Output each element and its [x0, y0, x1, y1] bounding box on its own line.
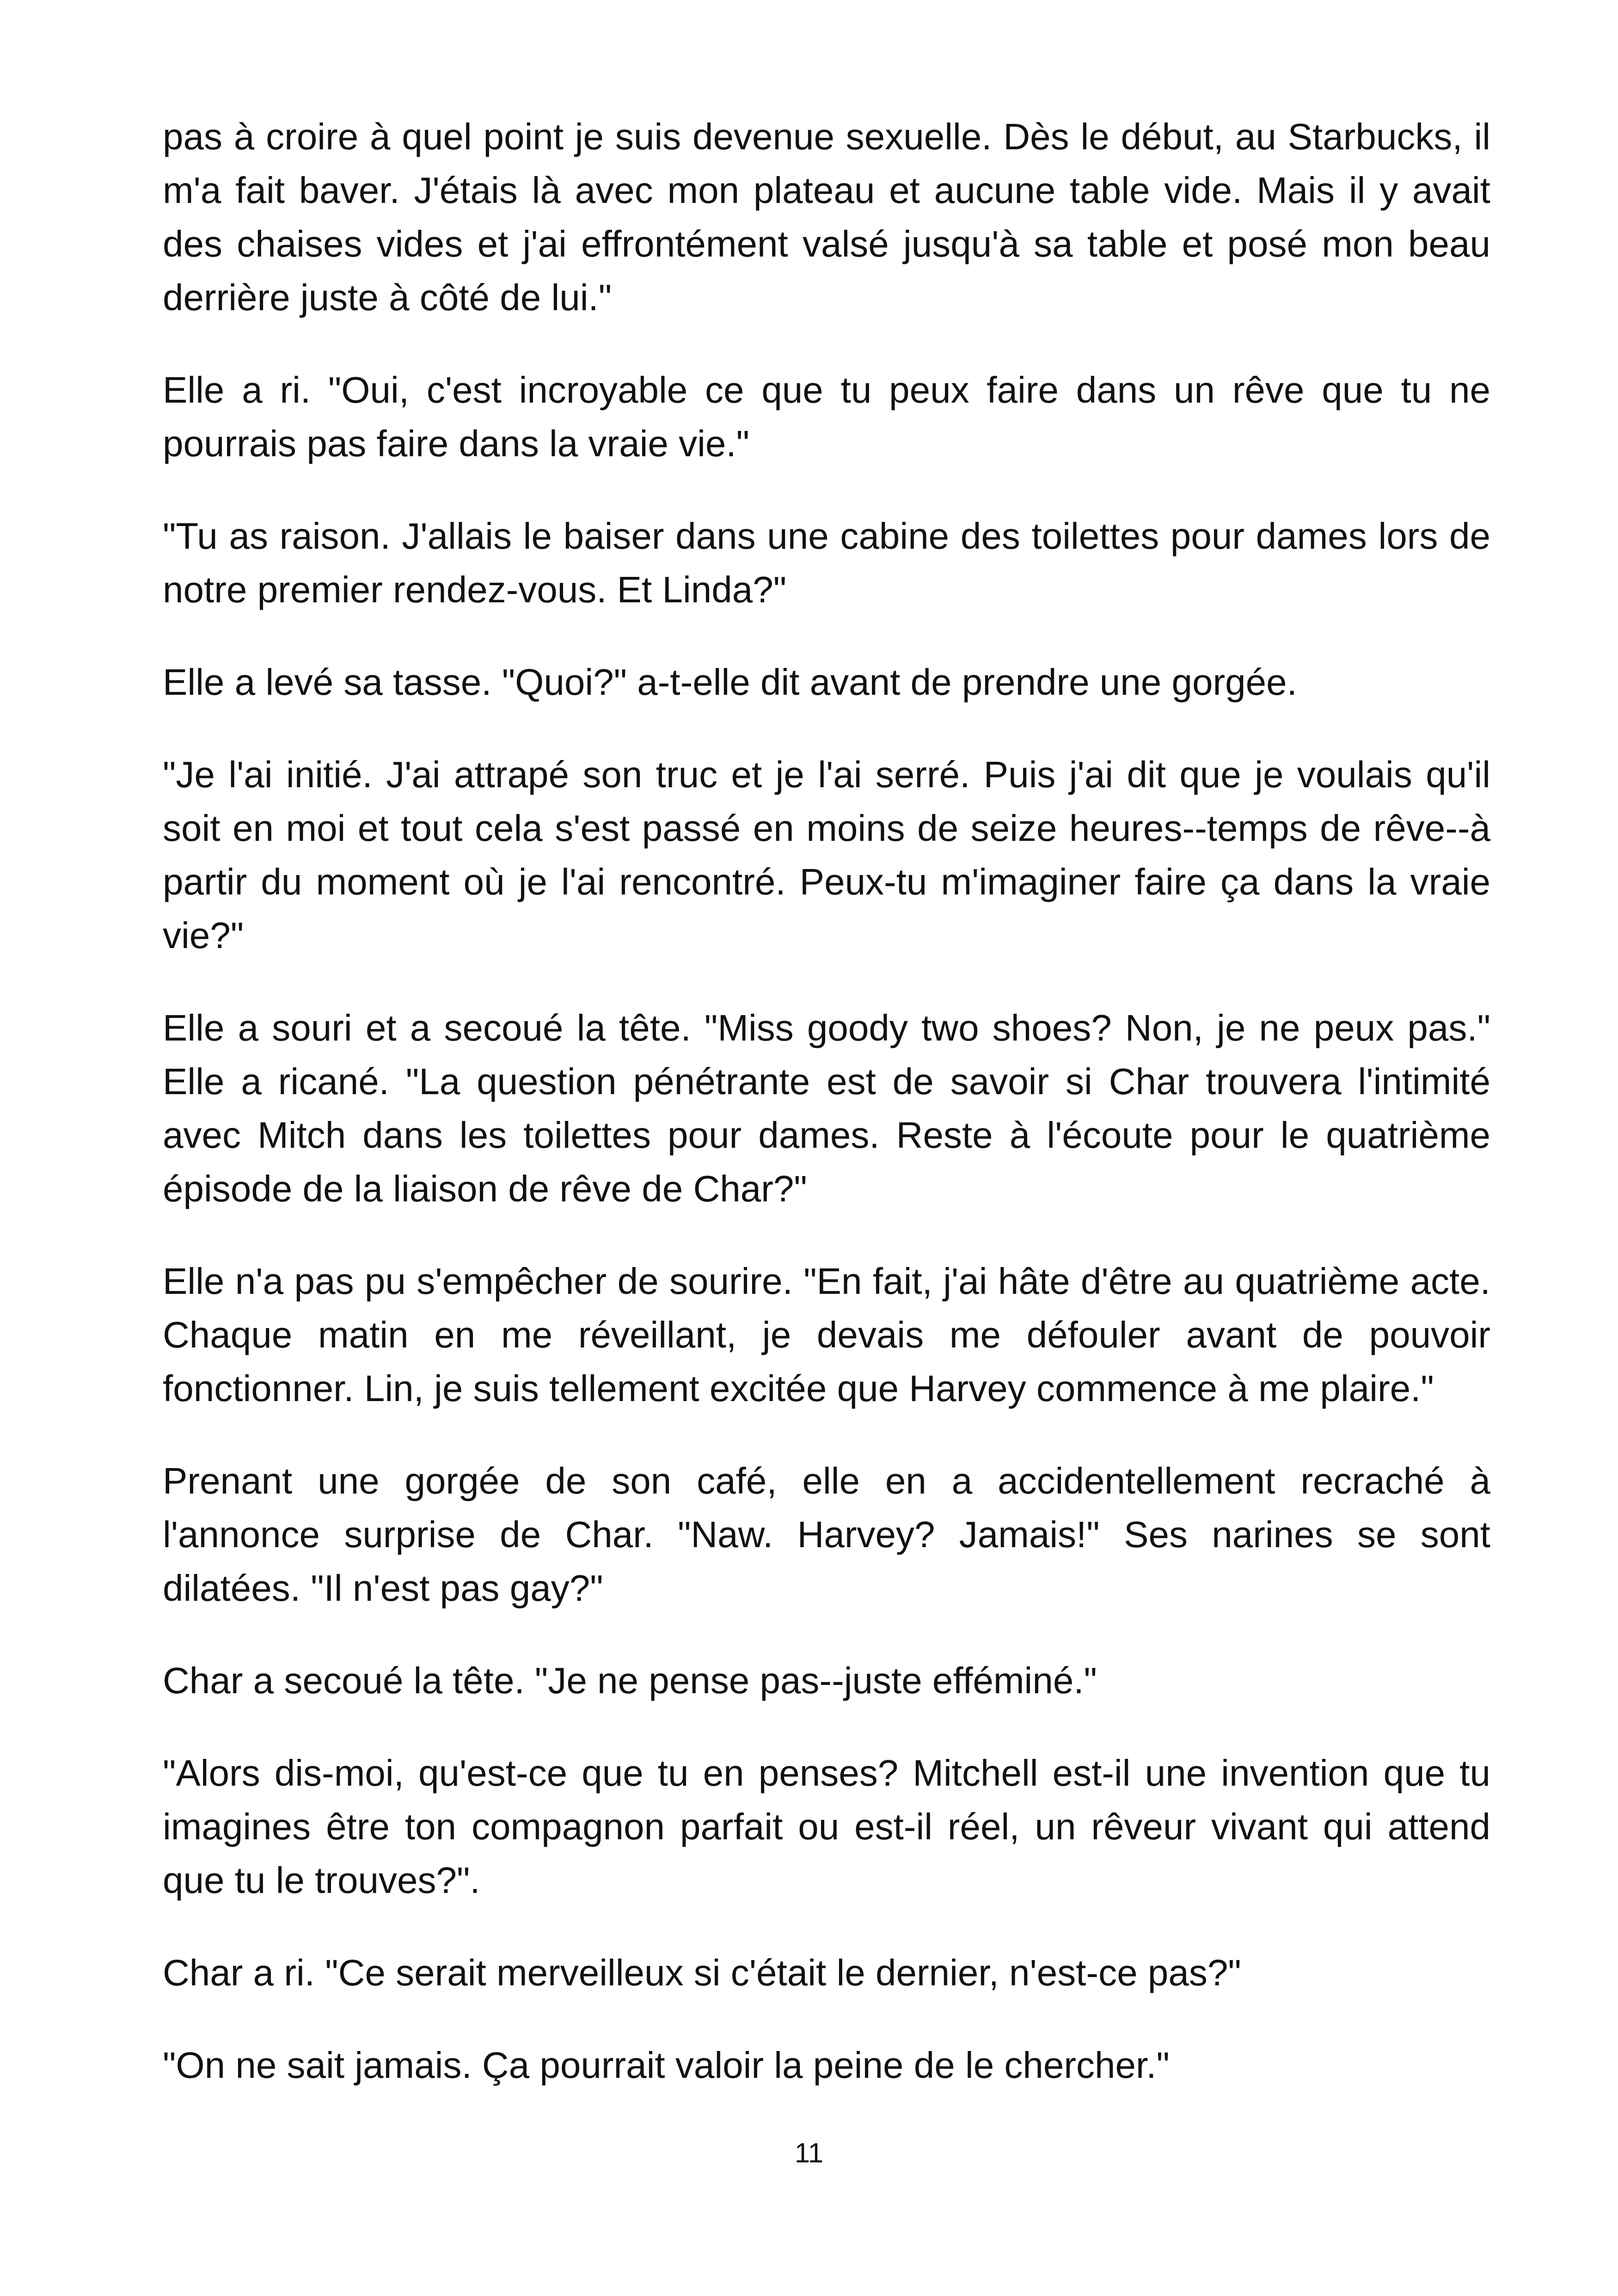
paragraph: Char a ri. "Ce serait merveilleux si c'était le dernier, n'est-ce pas?" [163, 1952, 1241, 1993]
paragraph: Elle a ri. "Oui, c'est incroyable ce que tu peux faire dans un rêve que tu ne pourrais pas faire dans la vraie vie." [163, 369, 1490, 464]
paragraph: "Alors dis-moi, qu'est-ce que tu en penses? Mitchell est-il une invention que tu imagines être ton compagnon parfait ou est-il réel, un rêveur vivant qui attend que tu le trouves?". [163, 1752, 1490, 1901]
paragraph: "Je l'ai initié. J'ai attrapé son truc et je l'ai serré. Puis j'ai dit que je voulais qu'il soit en moi et tout cela s'est passé en moins de seize heures--temps de rêve--à partir du moment où je l'ai rencontré. Peux-tu m'imaginer faire ça dans la vraie vie?" [163, 754, 1490, 956]
paragraph: Elle a souri et a secoué la tête. "Miss goody two shoes? Non, je ne peux pas." Elle a ricané. "La question pénétrante est de savoir si Char trouvera l'intimité avec Mitch dans les toilettes pour dames. Reste à l'écoute pour le quatrième épisode de la liaison de rêve de Char?" [163, 1007, 1490, 1209]
paragraph: "Tu as raison. J'allais le baiser dans une cabine des toilettes pour dames lors de notre premier rendez-vous. Et Linda?" [163, 515, 1490, 610]
paragraph: "On ne sait jamais. Ça pourrait valoir la peine de le chercher." [163, 2045, 1170, 2086]
paragraph: Elle a levé sa tasse. "Quoi?" a-t-elle dit avant de prendre une gorgée. [163, 661, 1297, 703]
paragraph: pas à croire à quel point je suis devenue sexuelle. Dès le début, au Starbucks, il m'a fait baver. J'étais là avec mon plateau et aucune table vide. Mais il y avait des chaises vides et j'ai effrontément valsé jusqu'à sa table et posé mon beau derrière juste à côté de lui." [163, 116, 1490, 318]
paragraph: Prenant une gorgée de son café, elle en a accidentellement recraché à l'annonce surprise de Char. "Naw. Harvey? Jamais!" Ses narines se sont dilatées. "Il n'est pas gay?" [163, 1460, 1490, 1609]
page-number: 11 [794, 2137, 824, 2168]
body-text [163, 110, 1490, 2131]
paragraph: Elle n'a pas pu s'empêcher de sourire. "En fait, j'ai hâte d'être au quatrième acte. Chaque matin en me réveillant, je devais me défouler avant de pouvoir fonctionner. Lin, je suis tellement excitée que Harvey commence à me plaire." [163, 1261, 1490, 1409]
paragraph: Char a secoué la tête. "Je ne pense pas--juste efféminé." [163, 1660, 1097, 1701]
